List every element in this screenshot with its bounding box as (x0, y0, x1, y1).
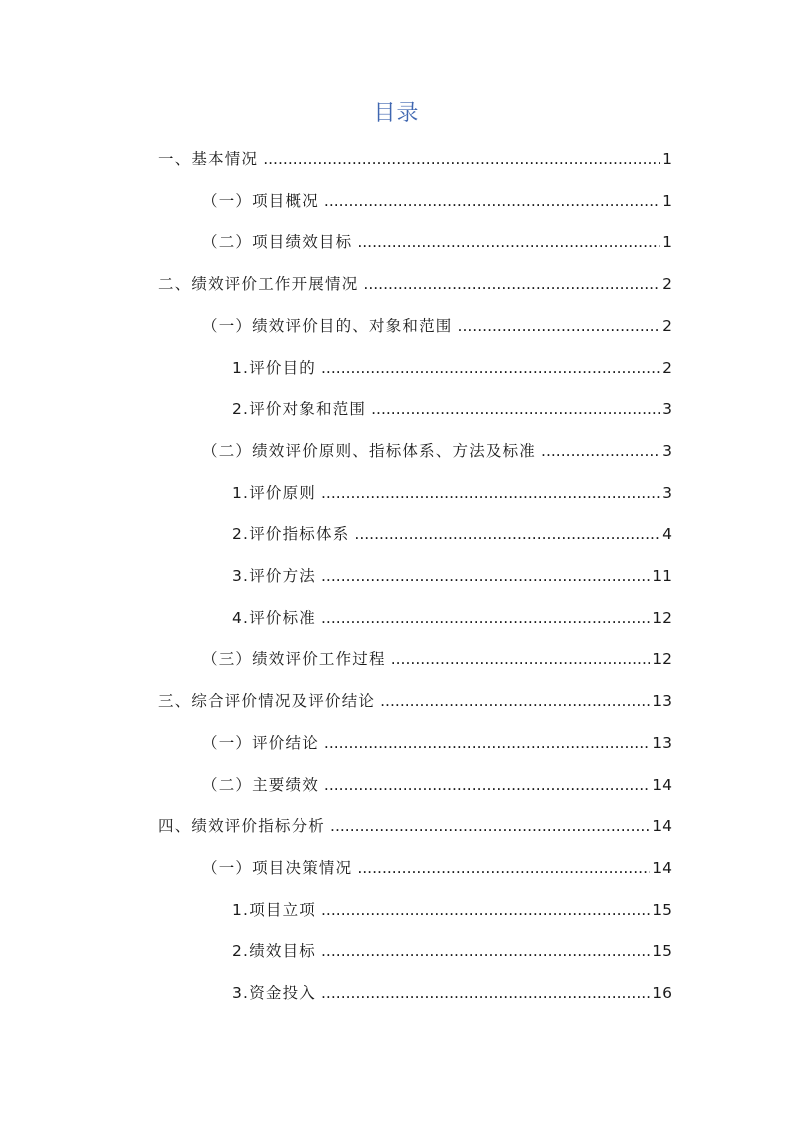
toc-entry[interactable] (158, 144, 672, 174)
toc-entry[interactable] (202, 227, 672, 257)
toc-page-number: 1 (662, 233, 672, 252)
toc-page-number: 14 (652, 775, 672, 794)
toc-page-number: 2 (662, 358, 672, 377)
toc-entry-text: （一）项目概况 (202, 191, 319, 210)
toc-dot-leader (380, 686, 650, 716)
toc-page-number: 3 (662, 483, 672, 502)
toc-entry-text: 1.项目立项 (232, 900, 316, 919)
toc-entry[interactable] (158, 686, 672, 716)
toc-entry[interactable] (202, 186, 672, 216)
toc-entry-text: （二）项目绩效目标 (202, 233, 353, 252)
toc-dot-leader (324, 728, 650, 758)
toc-dot-leader (321, 353, 660, 383)
toc-entry[interactable] (232, 895, 672, 925)
toc-entry-text: （二）绩效评价原则、指标体系、方法及标准 (202, 441, 537, 460)
toc-dot-leader (391, 644, 651, 674)
toc-entry-text: （三）绩效评价工作过程 (202, 650, 386, 669)
toc-entry[interactable] (232, 519, 672, 549)
toc-entry-text: 四、绩效评价指标分析 (158, 817, 326, 836)
toc-page-number: 1 (662, 150, 672, 168)
toc-dot-leader (321, 561, 650, 591)
toc-entry[interactable] (232, 978, 672, 1008)
toc-title: 目录 (373, 101, 420, 126)
toc-dot-leader (321, 936, 650, 966)
toc-page-number: 16 (652, 984, 672, 1002)
toc-entry-text: 4.评价标准 (232, 608, 316, 627)
toc-dot-leader (357, 227, 660, 257)
toc-page-number: 14 (652, 817, 672, 836)
toc-entry-text: 2.绩效目标 (232, 942, 316, 961)
toc-entry-text: 一、基本情况 (158, 150, 259, 168)
toc-entry[interactable] (232, 603, 672, 633)
toc-entry-text: （一）项目决策情况 (202, 858, 353, 877)
toc-page-number: 2 (662, 316, 672, 335)
toc-entry[interactable] (202, 436, 672, 466)
toc-entry[interactable] (202, 644, 672, 674)
toc-entry[interactable] (158, 811, 672, 841)
toc-page-number: 12 (652, 650, 672, 669)
toc-page-number: 15 (652, 942, 672, 961)
toc-dot-leader (321, 603, 650, 633)
toc-entry[interactable] (232, 394, 672, 424)
toc-entry-text: 1.评价目的 (232, 358, 316, 377)
toc-page-number: 11 (652, 567, 672, 585)
toc-dot-leader (321, 478, 660, 508)
toc-entry-text: （一）评价结论 (202, 733, 319, 752)
toc-page-number: 4 (662, 525, 672, 544)
toc-dot-leader (321, 978, 650, 1008)
toc-page-number: 13 (652, 733, 672, 752)
toc-entry-text: 二、绩效评价工作开展情况 (158, 275, 359, 294)
toc-dot-leader (357, 853, 650, 883)
toc-page-number: 13 (652, 692, 672, 711)
toc-dot-leader (541, 436, 660, 466)
toc-dot-leader (321, 895, 650, 925)
toc-dot-leader (371, 394, 660, 424)
toc-page-number: 2 (662, 275, 672, 294)
toc-page-number: 3 (662, 400, 672, 419)
toc-entry[interactable] (232, 353, 672, 383)
toc-dot-leader (324, 186, 660, 216)
toc-entry[interactable] (232, 478, 672, 508)
toc-entry-text: （一）绩效评价目的、对象和范围 (202, 316, 453, 335)
toc-page-number: 12 (652, 608, 672, 627)
toc-dot-leader (330, 811, 650, 841)
toc-entry[interactable] (202, 770, 672, 800)
toc-page-number: 1 (662, 191, 672, 210)
toc-page-number: 3 (662, 441, 672, 460)
toc-entry[interactable] (202, 853, 672, 883)
toc-page-number: 14 (652, 858, 672, 877)
toc-entry-text: 2.评价对象和范围 (232, 400, 367, 419)
toc-dot-leader (263, 144, 660, 174)
toc-entry[interactable] (202, 311, 672, 341)
toc-entry[interactable] (232, 936, 672, 966)
toc-page-number: 15 (652, 900, 672, 919)
toc-dot-leader (354, 519, 660, 549)
toc-entry-text: （二）主要绩效 (202, 775, 319, 794)
toc-entry-text: 3.评价方法 (232, 567, 316, 585)
toc-entry[interactable] (158, 269, 672, 299)
toc-entry-text: 2.评价指标体系 (232, 525, 350, 544)
toc-entry[interactable] (202, 728, 672, 758)
toc-entry[interactable] (232, 561, 672, 591)
toc-dot-leader (458, 311, 661, 341)
toc-dot-leader (363, 269, 660, 299)
toc-entry-text: 三、综合评价情况及评价结论 (158, 692, 376, 711)
toc-entry-text: 3.资金投入 (232, 984, 316, 1002)
toc-entry-text: 1.评价原则 (232, 483, 316, 502)
toc-dot-leader (324, 770, 650, 800)
